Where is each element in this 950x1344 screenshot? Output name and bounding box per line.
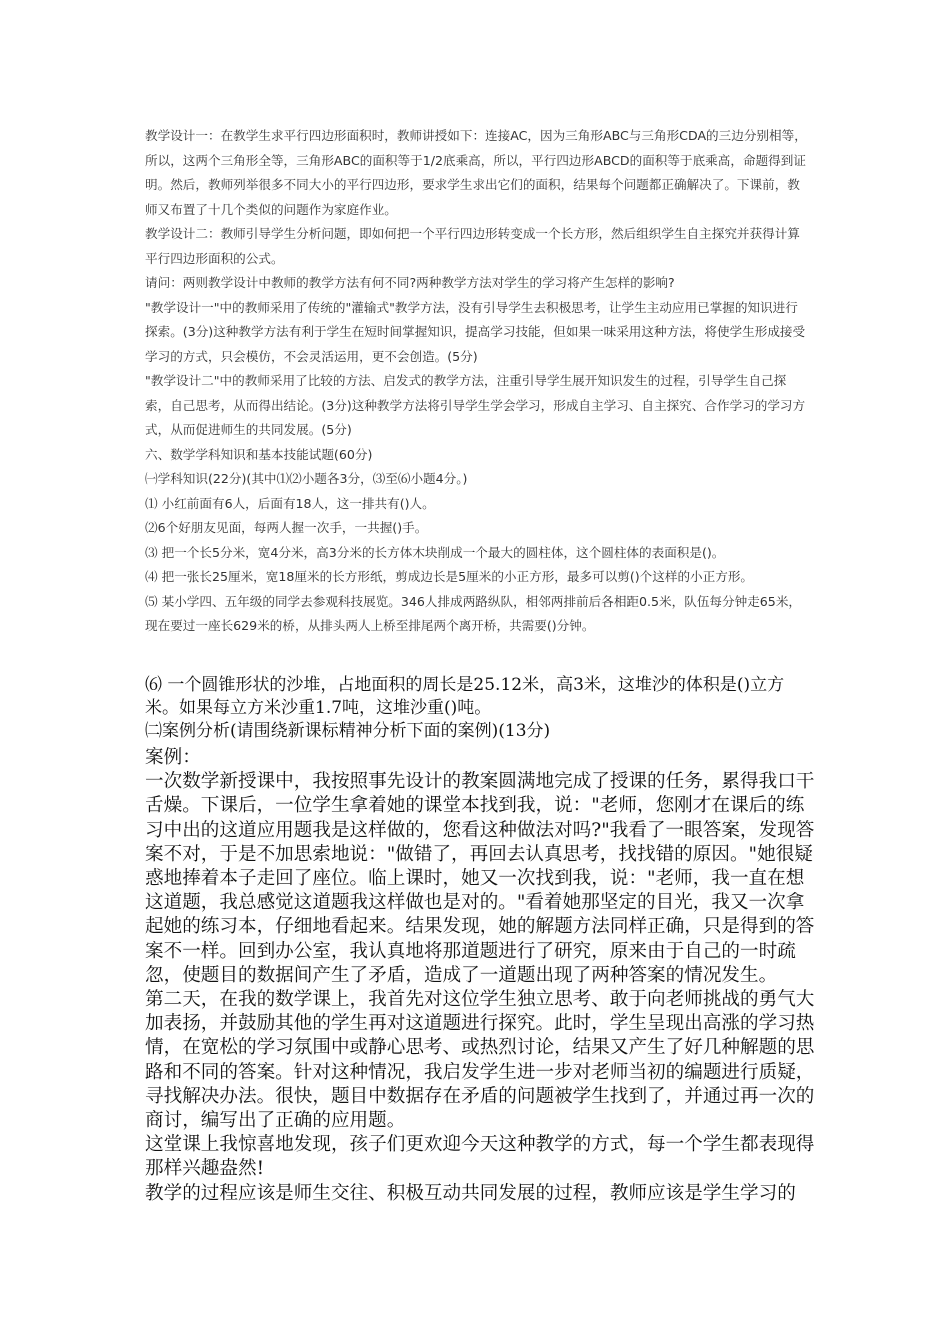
case-paragraph-2: 第二天，在我的数学课上，我首先对这位学生独立思考、敢于向老师挑战的勇气大加表扬，并鼓励其他的学生再对这道题进行探究。此时，学生呈现出高涨的学习热情，在宽松的学习氛围中或静心思考、或热烈讨论，结果又产生了好几种解题的思路和不同的答案。针对这种情况，我启发学生进一步对老师当初的编题进行质疑，寻找解决办法。很快，题目中数据存在矛盾的问题被学生找到了，并通过再一次的商讨，编写出了正确的应用题。 [145,989,815,1132]
question-3: ⑶ 把一个长5分米，宽4分米，高3分米的长方体木块削成一个最大的圆柱体，这个圆柱体的表面积是()。 [145,544,725,560]
question-2: ⑵6个好朋友见面，每两人握一次手，一共握()手。 [145,520,428,535]
small-text-section [145,124,810,639]
question-1: ⑴ 小红前面有6人，后面有18人，这一排共有()人。 [145,495,435,511]
question-4: ⑷ 把一张长25厘米，宽18厘米的长方形纸，剪成边长是5厘米的小正方形，最多可以剪()个这样的小正方形。 [145,569,754,584]
question-5: ⑸ 某小学四、五年级的同学去参观科技展览。346人排成两路纵队，相邻两排前后各相距0.5米，队伍每分钟走65米，现在要过一座长629米的桥，从排头两人上桥至排尾两个离开桥，共需要()分钟。 [145,593,802,633]
mid-text-section [145,674,810,743]
case-paragraph-3: 这堂课上我惊喜地发现，孩子们更欢迎今天这种教学的方式，每一个学生都表现得那样兴趣盎然! [145,1134,815,1180]
teaching-design-two: 教学设计二：教师引导学生分析问题，即如何把一个平行四边形转变成一个长方形，然后组织学生自主探究并获得计算平行四边形面积的公式。 [145,226,800,266]
case-paragraph-1: 一次数学新授课中，我按照事先设计的教案圆满地完成了授课的任务，累得我口干舌燥。下课后，一位学生拿着她的课堂本找到我，说："老师，您刚才在课后的练习中出的这道应用题我是这样做的，您看这种做法对吗?"我看了一眼答案，发现答案不对，于是不加思索地说："做错了，再回去认真思考，找找错的原因。"她很疑惑地捧着本子走回了座位。临上课时，她又一次找到我，说："老师，我一直在想这道题，我总感觉这道题我这样做也是对的。"看着她那坚定的目光，我又一次拿起她的练习本，仔细地看起来。结果发现，她的解题方法同样正确，只是得到的答案不一样。回到办公室，我认真地将那道题进行了研究，原来由于自己的一时疏忽，使题目的数据间产生了矛盾，造成了一道题出现了两种答案的情况发生。 [145,771,815,986]
subject-knowledge-heading: ㈠学科知识(22分)(其中⑴⑵小题各3分，⑶至⑹小题4分。) [145,471,468,486]
question-prompt: 请问：两则教学设计中教师的教学方法有何不同?两种教学方法对学生的学习将产生怎样的影响? [145,275,675,290]
case-text-section [145,746,815,1206]
answer-design-two: "教学设计二"中的教师采用了比较的方法、启发式的教学方法，注重引导学生展开知识发生的过程，引导学生自己探索，自己思考，从而得出结论。(3分)这种教学方法将引导学生学会学习，形成自主学习、自主探究、合作学习的学习方式，从而促进师生的共同发展。(5分) [145,373,806,437]
case-label: 案例： [145,747,201,768]
case-analysis-heading: ㈡案例分析(请围绕新课标精神分析下面的案例)(13分) [145,721,551,741]
question-6: ⑹ 一个圆锥形状的沙堆，占地面积的周长是25.12米，高3米，这堆沙的体积是()立方米。如果每立方米沙重1.7吨，这堆沙重()吨。 [145,675,785,718]
case-paragraph-4: 教学的过程应该是师生交往、积极互动共同发展的过程，教师应该是学生学习的 [145,1182,796,1204]
teaching-design-one: 教学设计一：在教学生求平行四边形面积时，教师讲授如下：连接AC，因为三角形ABC与三角形CDA的三边分别相等，所以，这两个三角形全等，三角形ABC的面积等于1/2底乘高，所以，平行四边形ABCD的面积等于底乘高，命题得到证明。然后，教师列举很多不同大小的平行四边形，要求学生求出它们的面积，结果每个问题都正确解决了。下课前，教师又布置了十几个类似的问题作为家庭作业。 [145,128,807,217]
section-six-heading: 六、数学学科知识和基本技能试题(60分) [145,446,373,462]
answer-design-one: "教学设计一"中的教师采用了传统的"灌输式"教学方法，没有引导学生去积极思考，让学生主动应用已掌握的知识进行探索。(3分)这种教学方法有利于学生在短时间掌握知识，提高学习技能，但如果一味采用这种方法，将使学生形成接受学习的方式，只会模仿，不会灵活运用，更不会创造。(5分) [145,299,806,364]
